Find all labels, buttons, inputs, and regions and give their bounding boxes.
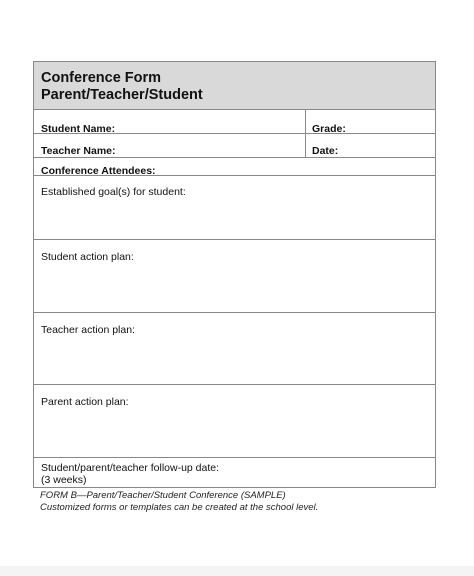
teacher-plan-row[interactable] <box>34 313 435 385</box>
form-header <box>34 62 435 110</box>
goals-label: Established goal(s) for student: <box>41 186 186 198</box>
student-plan-row[interactable] <box>34 240 435 313</box>
teacher-name-label: Teacher Name: <box>41 145 116 157</box>
student-plan-label: Student action plan: <box>41 251 134 263</box>
form-title: Conference Form <box>41 70 162 86</box>
followup-row[interactable] <box>34 458 435 487</box>
footnote-line-2: Customized forms or templates can be created at the school level. <box>40 502 319 513</box>
teacher-plan-label: Teacher action plan: <box>41 324 135 336</box>
student-row <box>34 110 435 134</box>
teacher-row <box>34 134 435 158</box>
student-name-cell[interactable] <box>34 110 306 133</box>
student-name-label: Student Name: <box>41 123 116 135</box>
page-bottom-strip <box>0 566 474 576</box>
footnote-line-1: FORM B—Parent/Teacher/Student Conference (SAMPLE) <box>40 490 286 501</box>
parent-plan-row[interactable] <box>34 385 435 458</box>
form-subtitle: Parent/Teacher/Student <box>41 87 203 103</box>
goals-row[interactable] <box>34 176 435 240</box>
followup-value: (3 weeks) <box>41 474 87 486</box>
attendees-row[interactable] <box>34 158 435 176</box>
teacher-name-cell[interactable] <box>34 134 306 157</box>
date-label: Date: <box>312 145 339 157</box>
grade-cell[interactable] <box>306 110 435 133</box>
footnote <box>40 490 318 514</box>
conference-form <box>33 61 436 488</box>
grade-label: Grade: <box>312 123 346 135</box>
parent-plan-label: Parent action plan: <box>41 396 129 408</box>
followup-label: Student/parent/teacher follow-up date: <box>41 462 220 474</box>
followup-cell <box>34 458 435 486</box>
date-cell[interactable] <box>306 134 435 157</box>
attendees-label: Conference Attendees: <box>41 165 156 177</box>
